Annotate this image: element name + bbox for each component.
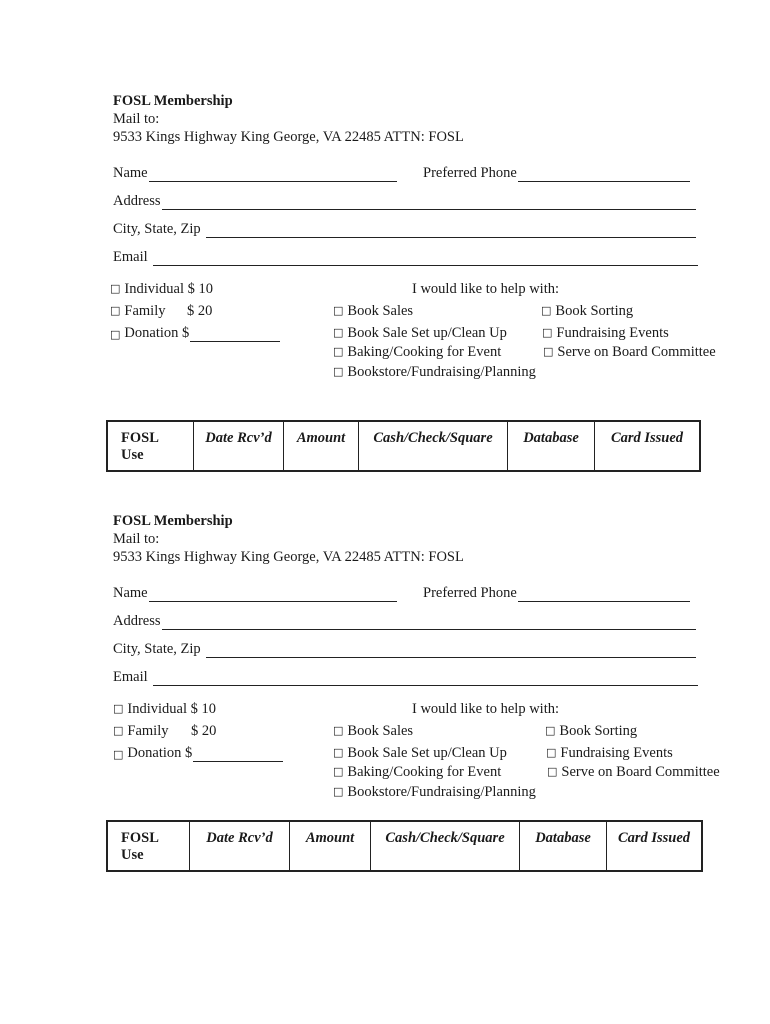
- email-field[interactable]: [113, 249, 698, 266]
- city-label: City, State, Zip: [113, 641, 201, 657]
- checkbox-icon[interactable]: □: [110, 328, 121, 341]
- donation-label: Donation $: [127, 745, 193, 761]
- email-label: Email: [113, 669, 148, 685]
- checkbox-icon[interactable]: □: [333, 304, 344, 317]
- checkbox-icon[interactable]: □: [333, 785, 344, 798]
- help-item-baking[interactable]: [333, 344, 501, 361]
- amount-cell: Amount: [290, 821, 371, 871]
- form-title: FOSL Membership: [113, 93, 233, 109]
- help-item-label: Bookstore/Fundraising/Planning: [347, 364, 536, 380]
- database-cell: Database: [508, 421, 595, 471]
- help-item-book-sorting[interactable]: [541, 303, 633, 320]
- fosl-label: FOSL: [121, 430, 159, 446]
- help-item-board[interactable]: [543, 344, 716, 361]
- email-label: Email: [113, 249, 148, 265]
- phone-field[interactable]: [423, 585, 690, 602]
- help-item-label: Book Sorting: [555, 303, 634, 319]
- city-blank[interactable]: [206, 643, 696, 658]
- help-item-label: Fundraising Events: [560, 745, 673, 761]
- fosl-use-cell: [107, 821, 190, 871]
- family-label: Family: [124, 303, 166, 319]
- checkbox-icon[interactable]: □: [333, 345, 344, 358]
- family-option[interactable]: [113, 723, 169, 740]
- mailing-address: 9533 Kings Highway King George, VA 22485 ATTN: FOSL: [113, 549, 464, 565]
- family-amount: $ 20: [191, 723, 217, 739]
- checkbox-icon[interactable]: □: [333, 724, 344, 737]
- help-heading: I would like to help with:: [412, 281, 559, 297]
- help-heading: I would like to help with:: [412, 701, 559, 717]
- checkbox-icon[interactable]: □: [110, 282, 121, 295]
- help-item-label: Book Sales: [347, 303, 414, 319]
- help-item-bookstore[interactable]: [333, 784, 536, 801]
- checkbox-icon[interactable]: □: [546, 746, 557, 759]
- help-item-setup[interactable]: [333, 745, 507, 762]
- table-row: [107, 821, 702, 871]
- help-item-label: Serve on Board Committee: [561, 764, 720, 780]
- phone-field[interactable]: [423, 165, 690, 182]
- help-item-label: Book Sale Set up/Clean Up: [347, 745, 507, 761]
- checkbox-icon[interactable]: □: [333, 746, 344, 759]
- city-blank[interactable]: [206, 223, 696, 238]
- checkbox-icon[interactable]: □: [113, 702, 124, 715]
- address-blank[interactable]: [162, 615, 696, 630]
- checkbox-icon[interactable]: □: [547, 765, 558, 778]
- name-label: Name: [113, 165, 148, 181]
- help-item-label: Baking/Cooking for Event: [347, 344, 502, 360]
- help-item-label: Baking/Cooking for Event: [347, 764, 502, 780]
- checkbox-icon[interactable]: □: [113, 748, 124, 761]
- use-label: Use: [121, 447, 144, 463]
- donation-label: Donation $: [124, 325, 190, 341]
- name-blank[interactable]: [149, 167, 397, 182]
- family-option[interactable]: [110, 303, 166, 320]
- name-blank[interactable]: [149, 587, 397, 602]
- office-use-table: [106, 820, 703, 872]
- individual-option[interactable]: [110, 281, 213, 298]
- help-item-book-sales[interactable]: [333, 303, 413, 320]
- help-item-label: Bookstore/Fundraising/Planning: [347, 784, 536, 800]
- mailing-address: 9533 Kings Highway King George, VA 22485 ATTN: FOSL: [113, 129, 464, 145]
- help-item-fundraising[interactable]: [542, 325, 669, 342]
- payment-method-cell: Cash/Check/Square: [371, 821, 520, 871]
- checkbox-icon[interactable]: □: [543, 345, 554, 358]
- help-item-setup[interactable]: [333, 325, 507, 342]
- address-field[interactable]: [113, 613, 696, 630]
- help-item-bookstore[interactable]: [333, 364, 536, 381]
- individual-label: Individual $ 10: [124, 281, 214, 297]
- address-label: Address: [113, 193, 161, 209]
- help-item-label: Book Sale Set up/Clean Up: [347, 325, 507, 341]
- amount-cell: Amount: [284, 421, 359, 471]
- checkbox-icon[interactable]: □: [113, 724, 124, 737]
- help-item-label: Book Sorting: [559, 723, 638, 739]
- address-field[interactable]: [113, 193, 696, 210]
- membership-form-2: [0, 420, 770, 863]
- individual-label: Individual $ 10: [127, 701, 217, 717]
- city-field[interactable]: [113, 221, 696, 238]
- address-label: Address: [113, 613, 161, 629]
- family-label: Family: [127, 723, 169, 739]
- checkbox-icon[interactable]: □: [333, 765, 344, 778]
- card-issued-cell: Card Issued: [607, 821, 703, 871]
- family-amount: $ 20: [187, 303, 213, 319]
- email-blank[interactable]: [153, 671, 698, 686]
- database-cell: Database: [520, 821, 607, 871]
- card-issued-cell: Card Issued: [595, 421, 701, 471]
- checkbox-icon[interactable]: □: [333, 365, 344, 378]
- checkbox-icon[interactable]: □: [333, 326, 344, 339]
- fosl-label: FOSL: [121, 830, 159, 846]
- help-item-label: Fundraising Events: [556, 325, 669, 341]
- donation-option[interactable]: [113, 745, 283, 762]
- use-label: Use: [121, 847, 144, 863]
- payment-method-cell: Cash/Check/Square: [359, 421, 508, 471]
- name-label: Name: [113, 585, 148, 601]
- date-rcvd-cell: Date Rcv’d: [190, 821, 290, 871]
- mail-to-label: Mail to:: [113, 111, 160, 127]
- phone-label: Preferred Phone: [423, 585, 517, 601]
- checkbox-icon[interactable]: □: [110, 304, 121, 317]
- mail-to-label: Mail to:: [113, 531, 160, 547]
- phone-label: Preferred Phone: [423, 165, 517, 181]
- checkbox-icon[interactable]: □: [545, 724, 556, 737]
- address-blank[interactable]: [162, 195, 696, 210]
- form-title: FOSL Membership: [113, 513, 233, 529]
- city-field[interactable]: [113, 641, 696, 658]
- email-blank[interactable]: [153, 251, 698, 266]
- help-item-baking[interactable]: [333, 764, 501, 781]
- help-item-fundraising[interactable]: [546, 745, 673, 762]
- help-item-label: Book Sales: [347, 723, 414, 739]
- city-label: City, State, Zip: [113, 221, 201, 237]
- individual-option[interactable]: [113, 701, 216, 718]
- name-field[interactable]: [113, 585, 397, 602]
- donation-option[interactable]: [110, 325, 280, 342]
- donation-blank[interactable]: [190, 327, 280, 342]
- checkbox-icon[interactable]: □: [542, 326, 553, 339]
- phone-blank[interactable]: [518, 587, 690, 602]
- help-item-label: Serve on Board Committee: [557, 344, 716, 360]
- donation-blank[interactable]: [193, 747, 283, 762]
- help-item-book-sales[interactable]: [333, 723, 413, 740]
- phone-blank[interactable]: [518, 167, 690, 182]
- membership-form-1: [0, 0, 770, 463]
- help-item-book-sorting[interactable]: [545, 723, 637, 740]
- checkbox-icon[interactable]: □: [541, 304, 552, 317]
- help-item-board[interactable]: [547, 764, 720, 781]
- email-field[interactable]: [113, 669, 698, 686]
- name-field[interactable]: [113, 165, 397, 182]
- date-rcvd-cell: Date Rcv’d: [194, 421, 284, 471]
